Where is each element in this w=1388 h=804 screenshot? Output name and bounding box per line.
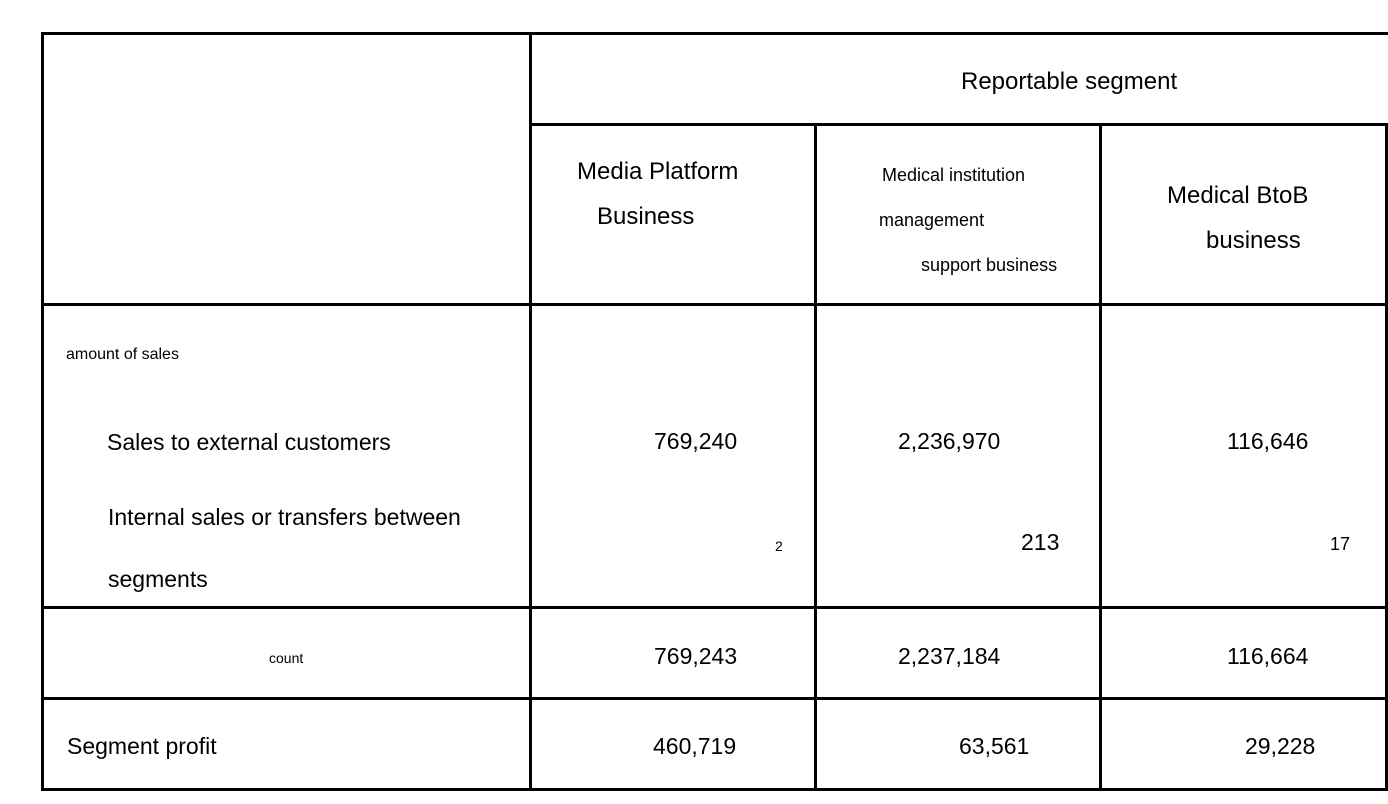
external-sales-media-platform: 769,240 — [654, 428, 738, 454]
count-row-bottom-border — [41, 697, 1388, 700]
column-header-medical-institution-line-3: support business — [921, 255, 1058, 275]
internal-sales-label-line-2: segments — [108, 566, 208, 592]
external-sales-medical-institution: 2,236,970 — [898, 428, 1001, 454]
segment-profit-medical-btob: 29,228 — [1245, 733, 1316, 759]
column-divider-2 — [814, 123, 817, 791]
column-header-media-platform-line-2: Business — [597, 203, 695, 230]
external-sales-label: Sales to external customers — [107, 429, 391, 455]
count-medical-institution: 2,237,184 — [898, 643, 1001, 669]
external-sales-medical-btob: 116,646 — [1227, 428, 1309, 454]
sales-block-bottom-border — [41, 606, 1388, 609]
table-top-border — [41, 32, 1388, 35]
table-left-border — [41, 32, 44, 791]
segment-profit-label: Segment profit — [67, 733, 217, 759]
count-label: count — [269, 650, 304, 666]
segment-profit-medical-institution: 63,561 — [959, 733, 1030, 759]
header-bottom-border — [41, 303, 1388, 306]
count-media-platform: 769,243 — [654, 643, 738, 669]
reportable-segment-header: Reportable segment — [961, 68, 1178, 95]
column-header-medical-btob-line-2: business — [1206, 227, 1301, 254]
column-header-medical-btob-line-1: Medical BtoB — [1167, 182, 1309, 209]
table-bottom-border — [41, 788, 1388, 791]
internal-sales-label-line-1: Internal sales or transfers between — [108, 504, 461, 530]
group-header-divider — [530, 123, 1388, 126]
column-divider-3 — [1099, 123, 1102, 791]
column-header-media-platform-line-1: Media Platform — [577, 158, 739, 185]
amount-of-sales-label: amount of sales — [66, 346, 179, 363]
internal-sales-medical-btob: 17 — [1330, 534, 1351, 554]
internal-sales-medical-institution: 213 — [1021, 529, 1060, 555]
column-header-medical-institution-line-2: management — [879, 210, 985, 230]
count-medical-btob: 116,664 — [1227, 643, 1309, 669]
label-column-divider — [529, 32, 532, 791]
internal-sales-media-platform: 2 — [775, 538, 783, 554]
segment-profit-media-platform: 460,719 — [653, 733, 737, 759]
column-header-medical-institution-line-1: Medical institution — [882, 165, 1026, 185]
